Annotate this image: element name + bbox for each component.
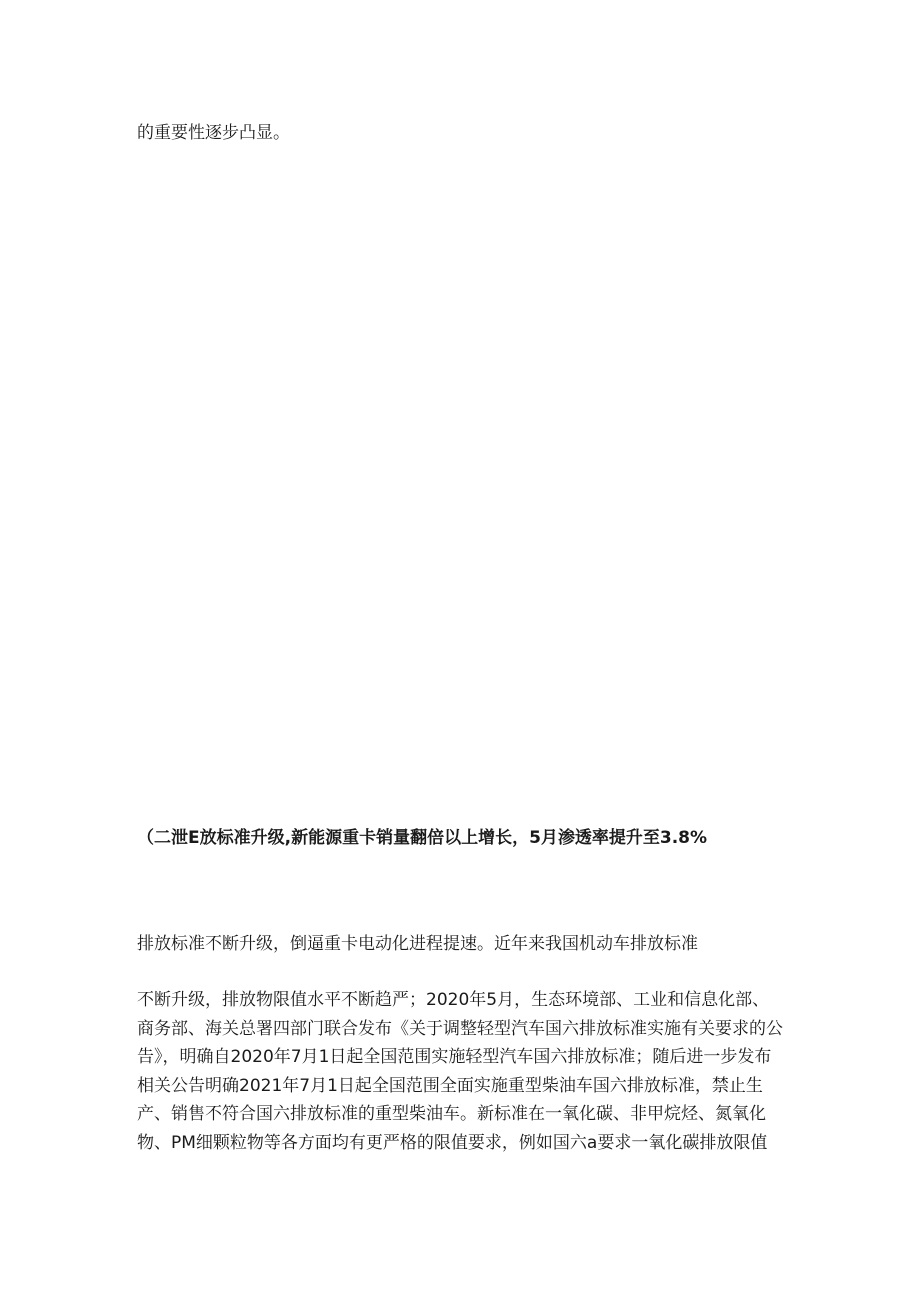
paragraph-line: 相关公告明确2021年7月1日起全国范围全面实施重型柴油车国六排放标准，禁止生 [137, 1075, 763, 1096]
paragraph-line: 商务部、海关总署四部门联合发布《关于调整轻型汽车国六排放标准实施有关要求的公 [137, 1018, 783, 1039]
section-heading: （二泄E放标准升级,新能源重卡销量翻倍以上增长，5月渗透率提升至3.8% [137, 828, 708, 848]
paragraph-fragment: 的重要性逐步凸显。 [137, 123, 290, 143]
paragraph-line: 不断升级，排放物限值水平不断趋严；2020年5月，生态环境部、工业和信息化部、 [137, 990, 770, 1010]
lead-sentence: 排放标准不断升级，倒逼重卡电动化进程提速。近年来我国机动车排放标准 [137, 934, 698, 954]
paragraph-line: 告》，明确自2020年7月1日起全国范围实施轻型汽车国六排放标准；随后进一步发布 [137, 1047, 772, 1067]
paragraph-line: 物、PM细颗粒物等各方面均有更严格的限值要求，例如国六a要求一氧化碳排放限值 [137, 1132, 768, 1153]
body-paragraph [137, 986, 783, 1157]
paragraph-line: 产、销售不符合国六排放标准的重型柴油车。新标准在一氧化碳、非甲烷烃、氮氧化 [137, 1104, 766, 1124]
